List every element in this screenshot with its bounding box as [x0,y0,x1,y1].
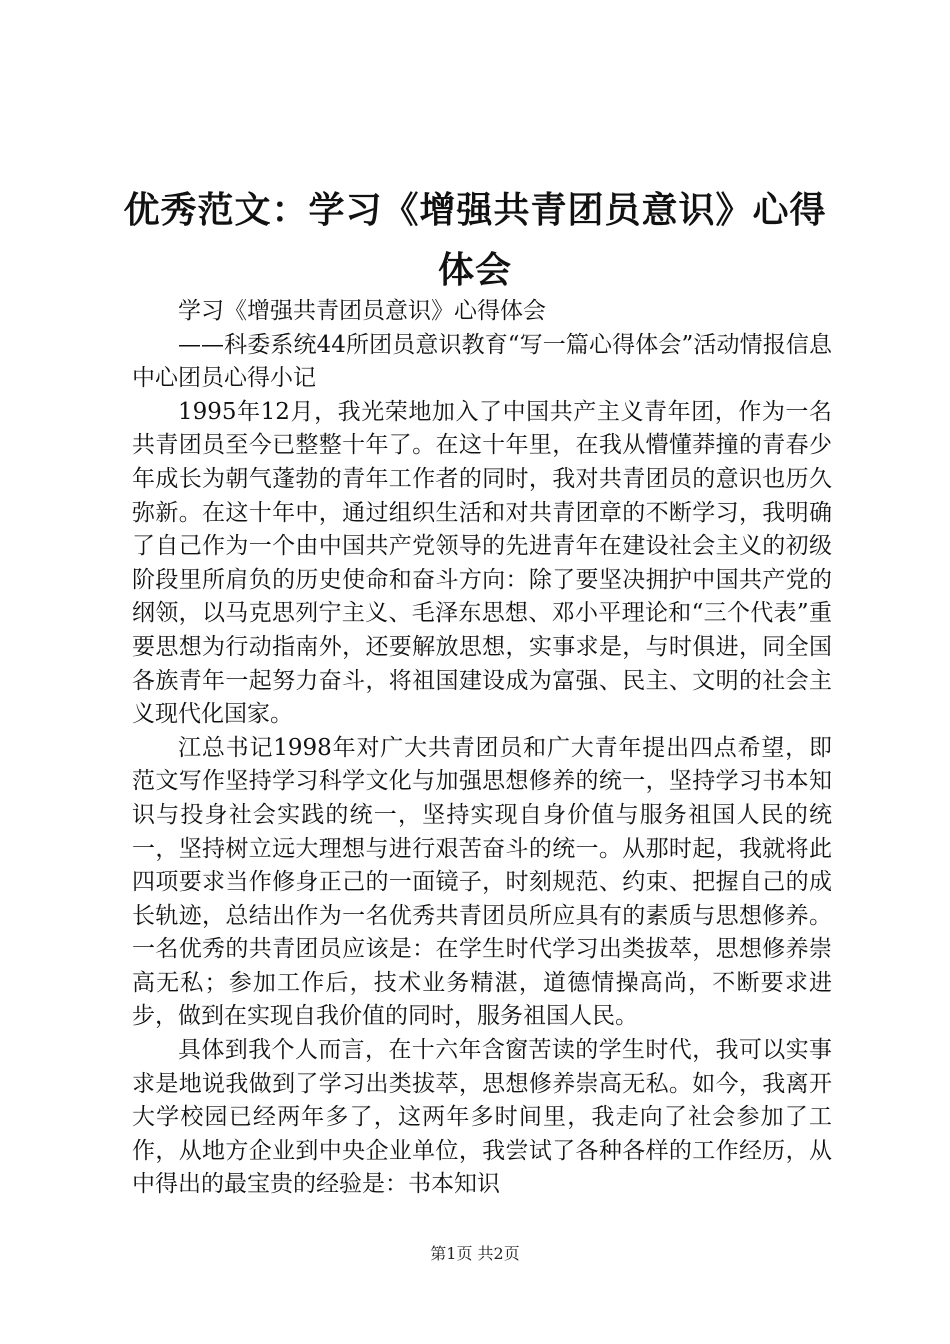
document-byline: ——科委系统44所团员意识教育“写一篇心得体会”活动情报信息中心团员心得小记 [132,331,832,392]
body-paragraph-2: 江总书记1998年对广大共青团员和广大青年提出四点希望，即范文写作坚持学习科学文化与加强思想修养的统一，坚持学习书本知识与投身社会实践的统一，坚持实现自身价值与服务祖国人民的统一，坚持树立远大理想与进行艰苦奋斗的统一。从那时起，我就将此四项要求当作修身正己的一面镜子，时刻规范、约束、把握自己的成长轨迹，总结出作为一名优秀共青团员所应具有的素质与思想修养。一名优秀的共青团员应该是：在学生时代学习出类拔萃，思想修养崇高无私；参加工作后，技术业务精湛，道德情操高尚，不断要求进步，做到在实现自我价值的同时，服务祖国人民。 [132,734,832,1030]
document-subtitle: 学习《增强共青团员意识》心得体会 [178,298,546,324]
body-paragraph-3: 具体到我个人而言，在十六年含窗苦读的学生时代，我可以实事求是地说我做到了学习出类拔萃，思想修养崇高无私。如今，我离开大学校园已经两年多了，这两年多时间里，我走向了社会参加了工作，从地方企业到中央企业单位，我尝试了各种各样的工作经历，从中得出的最宝贵的经验是：书本知识 [132,1037,832,1198]
page-footer: 第1页 共2页 [430,1244,520,1263]
document-title: 优秀范文：学习《增强共青团员意识》心得体会 [123,189,827,291]
document-body [132,295,832,1202]
body-paragraph-1: 1995年12月，我光荣地加入了中国共产主义青年团，作为一名共青团员至今已整整十年了。在这十年里，在我从懵懂莽撞的青春少年成长为朝气蓬勃的青年工作者的同时，我对共青团员的意识也历久弥新。在这十年中，通过组织生活和对共青团章的不断学习，我明确了自己作为一个由中国共产党领导的先进青年在建设社会主义的初级阶段里所肩负的历史使命和奋斗方向：除了要坚决拥护中国共产党的纲领，以马克思列宁主义、毛泽东思想、邓小平理论和“三个代表”重要思想为行动指南外，还要解放思想，实事求是，与时俱进，同全国各族青年一起努力奋斗，将祖国建设成为富强、民主、文明的社会主义现代化国家。 [132,398,832,728]
